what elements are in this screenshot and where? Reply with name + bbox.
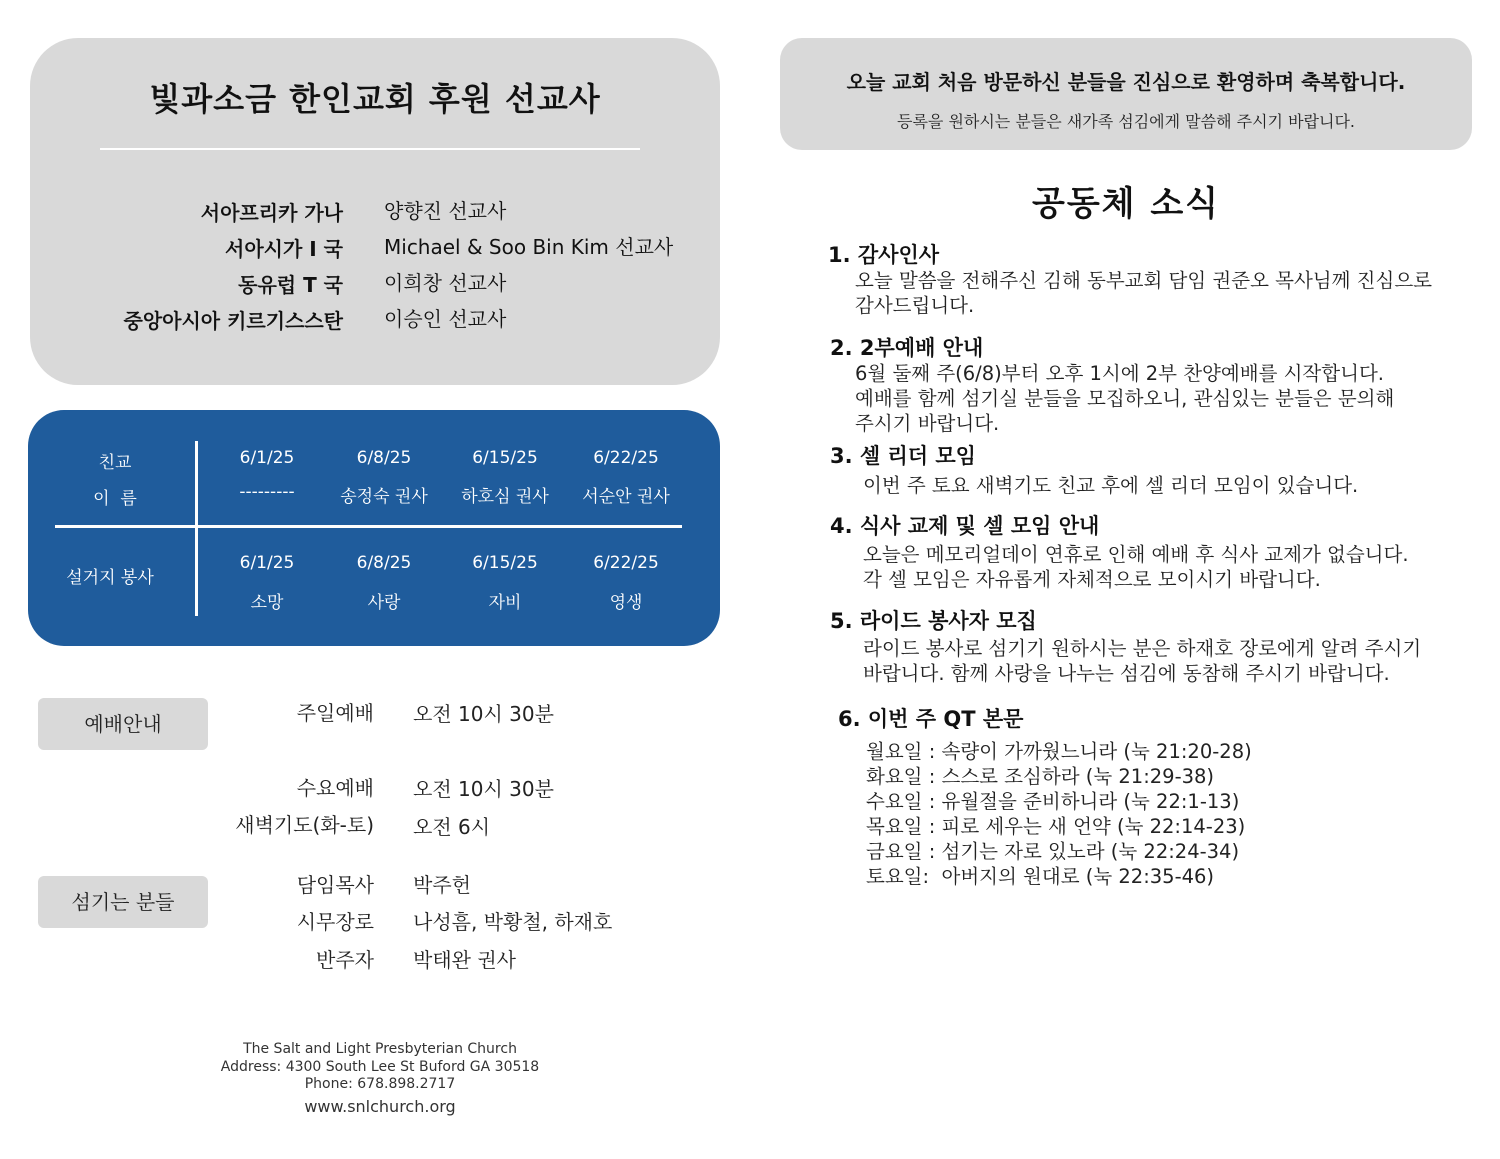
- missionary-name: 양향진 선교사: [384, 199, 507, 223]
- community-news-title: 공동체 소식: [1031, 184, 1221, 224]
- missionary-divider: [100, 148, 640, 150]
- schedule-name: 하호심 권사: [461, 487, 549, 507]
- news-section-text: 오늘은 메모리얼데이 연휴로 인해 예배 후 식사 교제가 없습니다.: [863, 543, 1409, 566]
- schedule-name: 서순안 권사: [582, 487, 670, 507]
- worship-label: 수요예배: [296, 776, 374, 800]
- news-section-heading: 4. 식사 교제 및 셀 모임 안내: [830, 514, 1100, 538]
- missionary-region: 서아프리카 가나: [200, 201, 343, 225]
- worship-time: 오전 10시 30분: [413, 702, 554, 726]
- server-role: 담임목사: [296, 873, 374, 897]
- schedule-date: 6/8/25: [356, 448, 412, 468]
- worship-info-pill: 예배안내: [38, 698, 208, 750]
- news-section-heading: 5. 라이드 봉사자 모집: [830, 609, 1037, 633]
- news-section-heading: 6. 이번 주 QT 본문: [838, 707, 1024, 731]
- church-website-link[interactable]: www.snlchurch.org: [304, 1097, 456, 1116]
- news-section-text: 주시기 바랍니다.: [855, 412, 1000, 435]
- missionary-name: 이승인 선교사: [384, 307, 507, 331]
- schedule-date: 6/1/25: [239, 448, 295, 468]
- schedule-name: 송정숙 권사: [340, 487, 428, 507]
- missionary-name: 이희창 선교사: [384, 271, 507, 295]
- news-section-heading: 1. 감사인사: [828, 243, 940, 267]
- church-name-english: The Salt and Light Presbyterian Church: [243, 1041, 517, 1057]
- news-section-text: 이번 주 토요 새벽기도 친교 후에 셀 리더 모임이 있습니다.: [863, 474, 1359, 497]
- schedule-name: 영생: [609, 593, 643, 613]
- schedule-date: 6/22/25: [593, 448, 659, 468]
- news-section-heading: 2. 2부예배 안내: [830, 336, 984, 360]
- qt-reading: 토요일: 아버지의 원대로 (눅 22:35-46): [866, 865, 1215, 888]
- schedule-name: 소망: [250, 593, 284, 613]
- worship-label: 주일예배: [296, 701, 374, 725]
- missionary-name: Michael & Soo Bin Kim 선교사: [384, 235, 674, 259]
- schedule-date: 6/22/25: [593, 553, 659, 573]
- missionary-region: 서아시가 I 국: [225, 237, 343, 261]
- schedule-date: 6/15/25: [472, 448, 538, 468]
- news-section-text: 감사드립니다.: [855, 294, 975, 317]
- schedule-horizontal-divider: [55, 525, 682, 528]
- server-name: 나성흠, 박황철, 하재호: [413, 910, 613, 934]
- news-section-text: 오늘 말씀을 전해주신 김해 동부교회 담임 권준오 목사님께 진심으로: [855, 269, 1433, 292]
- missionary-title: 빛과소금 한인교회 후원 선교사: [149, 80, 601, 118]
- news-section-text: 예배를 함께 섬기실 분들을 모집하오니, 관심있는 분들은 문의해: [855, 387, 1395, 410]
- worship-label: 새벽기도(화-토): [235, 813, 374, 837]
- qt-reading: 화요일 : 스스로 조심하라 (눅 21:29-38): [866, 765, 1215, 788]
- qt-reading: 월요일 : 속량이 가까웠느니라 (눅 21:20-28): [866, 740, 1252, 763]
- fellowship-label: 친교: [98, 453, 132, 473]
- church-address: Address: 4300 South Lee St Buford GA 30518: [220, 1059, 540, 1075]
- church-phone: Phone: 678.898.2717: [304, 1076, 456, 1092]
- missionary-region: 중앙아시아 키르기스스탄: [123, 309, 343, 333]
- worship-time: 오전 6시: [413, 815, 491, 839]
- worship-time: 오전 10시 30분: [413, 777, 554, 801]
- schedule-name: 자비: [488, 593, 522, 613]
- schedule-date: 6/15/25: [472, 553, 538, 573]
- qt-reading: 목요일 : 피로 세우는 새 언약 (눅 22:14-23): [866, 815, 1246, 838]
- qt-reading: 금요일 : 섬기는 자로 있노라 (눅 22:24-34): [866, 840, 1240, 863]
- name-label: 이 름: [93, 489, 137, 509]
- server-name: 박주헌: [413, 873, 471, 897]
- news-section-text: 6월 둘째 주(6/8)부터 오후 1시에 2부 찬양예배를 시작합니다.: [855, 362, 1384, 385]
- dishwashing-label: 설거지 봉사: [66, 568, 154, 588]
- schedule-vertical-divider: [195, 441, 198, 616]
- server-role: 반주자: [316, 948, 374, 972]
- qt-reading: 수요일 : 유월절을 준비하니라 (눅 22:1-13): [866, 790, 1240, 813]
- news-section-text: 바랍니다. 함께 사랑을 나누는 섬김에 동참해 주시기 바랍니다.: [863, 662, 1390, 685]
- servers-pill: 섬기는 분들: [38, 876, 208, 928]
- server-name: 박태완 권사: [413, 948, 516, 972]
- welcome-sub-message: 등록을 원하시는 분들은 새가족 섬김에게 말씀해 주시기 바랍니다.: [896, 112, 1355, 131]
- schedule-date: 6/8/25: [356, 553, 412, 573]
- news-section-text: 각 셀 모임은 자유롭게 자체적으로 모이시기 바랍니다.: [863, 568, 1321, 591]
- schedule-date: 6/1/25: [239, 553, 295, 573]
- news-section-text: 라이드 봉사로 섬기기 원하시는 분은 하재호 장로에게 알려 주시기: [863, 637, 1422, 660]
- schedule-name: 사랑: [367, 593, 401, 613]
- schedule-name: ---------: [239, 482, 295, 502]
- news-section-heading: 3. 셀 리더 모임: [830, 444, 976, 468]
- welcome-message: 오늘 교회 처음 방문하신 분들을 진심으로 환영하며 축복합니다.: [846, 70, 1406, 94]
- missionary-region: 동유럽 T 국: [238, 273, 343, 297]
- server-role: 시무장로: [296, 910, 374, 934]
